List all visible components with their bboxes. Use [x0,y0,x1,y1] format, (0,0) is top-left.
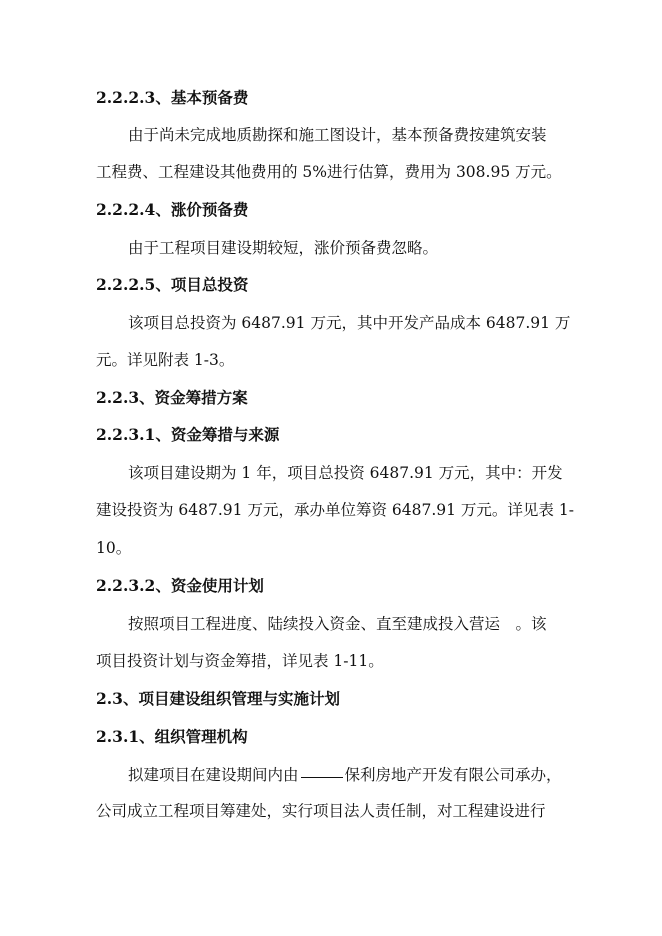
paragraph-line: 公司成立工程项目筹建处，实行项目法人责任制，对工程建设进行 [96,802,546,820]
paragraph-line: 由于工程项目建设期较短，涨价预备费忽略。 [128,239,439,257]
paragraph-text: 拟建项目在建设期间内由 [128,766,299,784]
paragraph-line [128,763,562,786]
paragraph-text: 保利房地产开发有限公司承办， [344,766,562,784]
heading-2-2-3-1: 2.2.3.1、资金筹措与来源 [96,425,280,444]
paragraph-line: 由于尚未完成地质勘探和施工图设计，基本预备费按建筑安装 [128,126,547,144]
paragraph-line: 项目投资计划与资金筹措，详见表 1-11。 [96,652,384,670]
paragraph-line: 该项目总投资为 6487.91 万元，其中开发产品成本 6487.91 万 [128,314,571,332]
paragraph-line: 按照项目工程进度、陆续投入资金、直至建成投入营运 。该 [128,615,547,633]
paragraph-line: 该项目建设期为 1 年，项目总投资 6487.91 万元，其中：开发 [128,464,563,482]
heading-2-2-3-2: 2.2.3.2、资金使用计划 [96,576,264,595]
heading-2-2-2-3: 2.2.2.3、基本预备费 [96,88,249,107]
heading-2-2-3: 2.2.3、资金筹措方案 [96,388,248,407]
paragraph-line: 元。详见附表 1-3。 [96,351,235,369]
heading-2-3-1: 2.3.1、组织管理机构 [96,727,248,746]
underline-blank [301,763,343,778]
paragraph-line: 10。 [96,539,132,557]
paragraph-line: 工程费、工程建设其他费用的 5%进行估算，费用为 308.95 万元。 [96,163,562,181]
heading-2-2-2-4: 2.2.2.4、涨价预备费 [96,200,249,219]
paragraph-line: 建设投资为 6487.91 万元，承办单位筹资 6487.91 万元。详见表 1- [96,501,574,519]
heading-2-2-2-5: 2.2.2.5、项目总投资 [96,275,249,294]
heading-2-3: 2.3、项目建设组织管理与实施计划 [96,689,340,708]
